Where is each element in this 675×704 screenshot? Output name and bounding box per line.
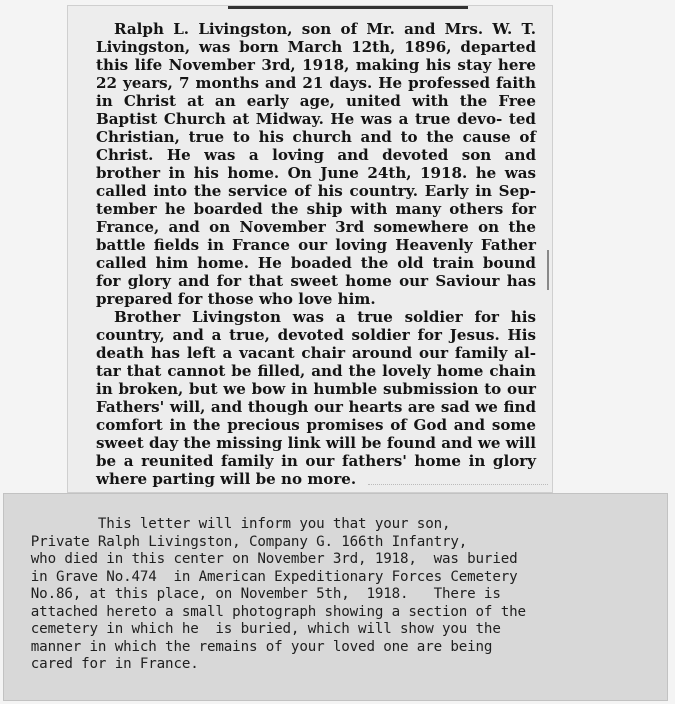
letter-line: who died in this center on November 3rd, 1918, was buried — [14, 551, 518, 567]
obituary-line: tember he boarded the ship with many others for — [96, 200, 536, 218]
obituary-line: death has left a vacant chair around our family al- — [96, 344, 536, 362]
obituary-line: some sweet day the missing link will be found and — [96, 416, 536, 452]
letter-line: cemetery in which he is buried, which will show you the — [14, 621, 501, 637]
typed-letter-clipping — [4, 494, 667, 700]
obituary-line: in Christ at an early age, united with the Free — [96, 92, 536, 110]
obituary-paragraph-1 — [96, 20, 536, 308]
obituary-line: Brother Livingston was a true soldier for his — [114, 308, 536, 326]
obituary-line: prepared for those who love him. — [96, 290, 376, 308]
clipping-top-rule — [228, 6, 468, 9]
obituary-line: Baptist Church at Midway. He was a true devo- — [96, 110, 503, 128]
obituary-line: in glory where parting will be no more. — [96, 452, 536, 488]
letter-line: This letter will inform you that your son, — [14, 516, 451, 532]
letter-line: attached hereto a small photograph showing a section of the — [14, 603, 526, 620]
obituary-clipping — [68, 6, 552, 492]
obituary-line: Livingston, was born March 12th, 1896, departed — [96, 38, 536, 56]
obituary-line: tar that cannot be filled, and the lovely home chain — [96, 362, 536, 380]
obituary-paragraph-2 — [96, 308, 536, 488]
obituary-line: 22 years, 7 months and 21 days. He professed faith — [96, 74, 536, 92]
obituary-line: this life November 3rd, 1918, making his stay here — [96, 56, 536, 74]
letter-line: in Grave No.474 in American Expeditionary Forces Cemetery — [14, 568, 518, 585]
obituary-line: we will be a reunited family in our fathers' home — [96, 434, 536, 470]
paper-edge-mark — [547, 250, 549, 290]
obituary-line: brother in his home. On June 24th, 1918. he was — [96, 164, 536, 182]
obituary-line: in broken, but we bow in humble submission to — [96, 380, 502, 398]
obituary-article — [96, 20, 536, 488]
obituary-line: for glory and for that sweet home our Saviour has — [96, 272, 536, 290]
letter-line: cared for in France. — [14, 656, 199, 672]
obituary-line: France, and on November 3rd somewhere on the — [96, 218, 536, 236]
obituary-line: called into the service of his country. Early in Sep- — [96, 182, 536, 200]
letter-line: manner in which the remains of your loved one are being — [14, 638, 493, 655]
obituary-line: country, and a true, devoted soldier for Jesus. His — [96, 326, 536, 344]
obituary-line: called him home. He boaded the old train bound — [96, 254, 536, 272]
obituary-line: battle fields in France our loving Heavenly Father — [96, 236, 536, 254]
obituary-line: our Fathers' will, and though our hearts are sad — [96, 380, 536, 416]
letter-line: No.86, at this place, on November 5th, 1918. There is — [14, 586, 501, 602]
obituary-line: Ralph L. Livingston, son of Mr. and Mrs. W. T. — [114, 20, 536, 38]
obituary-line: ted Christian, true to his church and to the cause — [96, 110, 536, 146]
obituary-line: of Christ. He was a loving and devoted son and — [96, 128, 536, 164]
letter-body — [14, 516, 664, 674]
letter-line: Private Ralph Livingston, Company G. 166th Infantry, — [14, 533, 468, 550]
obituary-line: we find comfort in the precious promises of God and — [96, 398, 536, 434]
